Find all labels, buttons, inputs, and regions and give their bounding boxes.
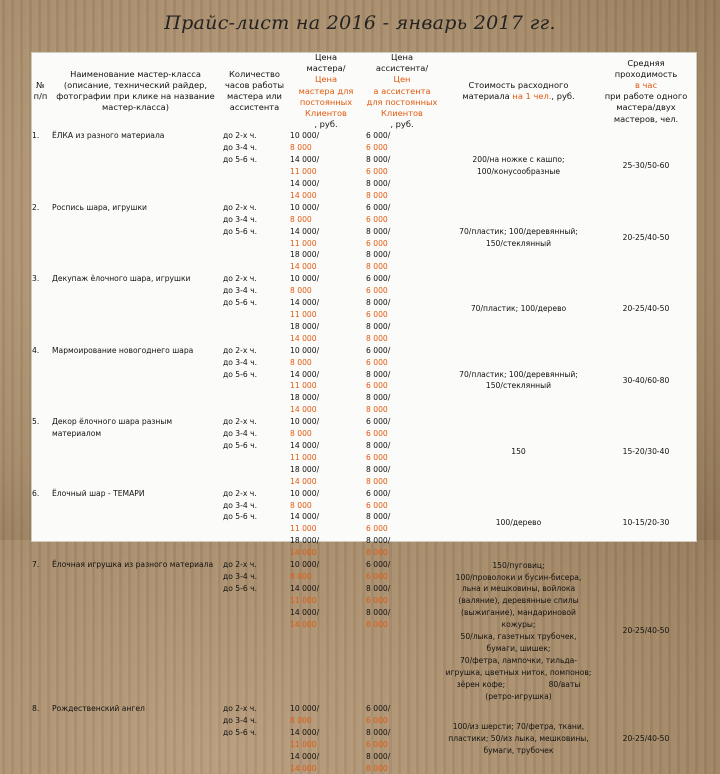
price-line: 18 000/ 14 000 [290, 535, 362, 559]
table-row [31, 416, 695, 487]
price-line: 8 000/ 6 000 [366, 226, 438, 250]
header-price-master [288, 52, 364, 130]
price-line: 10 000/ 8 000 [290, 273, 362, 297]
price-regular: 8 000 [366, 405, 388, 415]
row-avg: 25-30/50-60 [622, 161, 670, 171]
row-materials: 200/на ножке с кашпо; 100/конусообразные [472, 155, 565, 177]
price-regular: 14 000 [290, 619, 317, 629]
price-regular: 11 000 [290, 524, 317, 534]
header-price-assistant [364, 52, 440, 130]
row-materials: 100/дерево [495, 518, 542, 528]
table-row [31, 488, 695, 559]
row-number: 4. [32, 345, 40, 355]
price-regular: 8 000 [290, 286, 312, 296]
row-hours [221, 488, 288, 559]
row-price-master [288, 488, 364, 559]
price-regular: 6 000 [366, 167, 388, 177]
hours-line: до 3-4 ч. [223, 357, 258, 367]
row-price-assistant [364, 202, 440, 273]
price-line: 6 000/ 6 000 [366, 130, 438, 154]
price-line: 6 000/ 6 000 [366, 202, 438, 226]
header-price-line: Клиентов , руб. [366, 108, 438, 130]
table-row [31, 130, 695, 201]
hours-line: до 3-4 ч. [223, 500, 258, 510]
price-line: 10 000/ 8 000 [290, 345, 362, 369]
row-price-assistant [364, 703, 440, 774]
price-regular: 6 000 [366, 524, 388, 534]
row-avg: 20-25/40-50 [622, 626, 670, 636]
header-avg-line: при работе одного [604, 91, 688, 102]
header-row [31, 52, 695, 130]
header-price-line: мастера/ Цена [290, 63, 362, 85]
row-materials: 70/пластик; 100/деревянный; 150/стеклянный [459, 369, 578, 391]
price-line: 14 000/ 14 000 [290, 751, 362, 774]
price-regular: 6 000 [366, 357, 388, 367]
price-regular: 14 000 [290, 405, 317, 415]
price-regular: 6 000 [366, 595, 388, 605]
price-regular: 11 000 [290, 238, 317, 248]
row-price-assistant [364, 559, 440, 703]
row-avg: 15-20/30-40 [622, 446, 670, 456]
row-price-assistant [364, 488, 440, 559]
row-hours [221, 273, 288, 344]
price-regular: 6 000 [366, 286, 388, 296]
row-price-assistant [364, 130, 440, 201]
row-hours [221, 416, 288, 487]
price-line: 14 000/ 11 000 [290, 226, 362, 250]
price-regular: 11 000 [290, 167, 317, 177]
price-regular: 8 000 [366, 763, 388, 773]
header-avg-accent: в час [634, 80, 658, 90]
row-price-assistant [364, 416, 440, 487]
header-num: № п/п [33, 80, 48, 102]
hours-line: до 5-6 ч. [223, 155, 258, 165]
header-price-line: Клиентов , руб. [290, 108, 362, 130]
row-avg: 20-25/40-50 [622, 232, 670, 242]
row-avg: 20-25/40-50 [622, 304, 670, 314]
hours-line: до 5-6 ч. [223, 226, 258, 236]
row-price-master [288, 130, 364, 201]
row-price-master [288, 273, 364, 344]
row-price-master [288, 703, 364, 774]
row-avg: 20-25/40-50 [622, 733, 670, 743]
price-regular: 6 000 [366, 238, 388, 248]
row-number: 3. [32, 274, 40, 284]
row-number: 6. [32, 488, 40, 498]
price-regular: 8 000 [290, 143, 312, 153]
row-price-assistant [364, 345, 440, 416]
hours-line: до 2-х ч. [223, 704, 257, 714]
price-regular: 6 000 [366, 739, 388, 749]
price-line: 6 000/ 6 000 [366, 488, 438, 512]
price-regular: 11 000 [290, 381, 317, 391]
header-avg-line: проходимость в час [599, 69, 693, 91]
row-materials: 70/пластик; 100/деревянный; 150/стеклянный [459, 226, 578, 248]
hours-line: до 2-х ч. [223, 202, 257, 212]
row-hours [221, 559, 288, 703]
row-price-master [288, 416, 364, 487]
price-regular: 11 000 [290, 310, 317, 320]
price-line: 14 000/ 11 000 [290, 154, 362, 178]
row-number: 7. [32, 560, 40, 570]
row-hours [221, 345, 288, 416]
row-materials: 150 [511, 446, 526, 456]
row-name: Ёлочный шар - ТЕМАРИ [52, 488, 145, 498]
row-price-master [288, 559, 364, 703]
price-line: 6 000/ 6 000 [366, 416, 438, 440]
price-regular: 8 000 [290, 571, 312, 581]
row-name: Мармоирование новогоднего шара [52, 345, 194, 355]
row-avg: 10-15/20-30 [622, 518, 670, 528]
price-line: 10 000/ 8 000 [290, 202, 362, 226]
price-regular: 8 000 [290, 357, 312, 367]
price-line: 14 000/ 14 000 [290, 178, 362, 202]
table-row [31, 273, 695, 344]
row-materials: 70/пластик; 100/дерево [470, 304, 567, 314]
price-line: 8 000/ 8 000 [366, 392, 438, 416]
price-regular: 8 000 [366, 476, 388, 486]
row-hours [221, 202, 288, 273]
price-line: 8 000/ 6 000 [366, 727, 438, 751]
price-regular: 14 000 [290, 548, 317, 558]
header-price-line: мастера для [298, 85, 354, 96]
price-line: 14 000/ 11 000 [290, 297, 362, 321]
hours-line: до 5-6 ч. [223, 727, 258, 737]
header-price-accent: Клиентов [305, 108, 347, 119]
title-bar [0, 0, 720, 46]
price-regular: 6 000 [366, 571, 388, 581]
price-regular: 14 000 [290, 262, 317, 272]
price-regular: 6 000 [366, 715, 388, 725]
row-materials: 150/пуговиц; 100/проволоки и бусин-бисера, льна и мешковины, войлока (валяние), деревянные спилы (выжигание), мандариновой кожуры; 50/лыка, газетных трубочек, бумаги, шишек; 70/фетра, лампочки, тильда- игрушка, цветных ниток, помпонов; зёрен кофе; 80/ваты (ретро-игрушка) [445, 560, 592, 701]
price-regular: 8 000 [366, 548, 388, 558]
price-line: 8 000/ 8 000 [366, 751, 438, 774]
row-name: Декупаж ёлочного шара, игрушки [52, 274, 191, 284]
hours-line: до 2-х ч. [223, 560, 257, 570]
header-price-accent: Цен [393, 74, 411, 85]
hours-line: до 2-х ч. [223, 131, 257, 141]
row-price-master [288, 202, 364, 273]
price-regular: 14 000 [290, 763, 317, 773]
hours-line: до 5-6 ч. [223, 512, 258, 522]
price-line: 10 000/ 8 000 [290, 559, 362, 583]
price-regular: 6 000 [366, 500, 388, 510]
row-hours [221, 130, 288, 201]
header-price-line: Цена [390, 52, 414, 62]
header-price-accent: Клиентов [381, 108, 423, 119]
price-line: 18 000/ 14 000 [290, 464, 362, 488]
price-line: 18 000/ 14 000 [290, 392, 362, 416]
price-regular: 6 000 [366, 214, 388, 224]
price-line: 14 000/ 14 000 [290, 607, 362, 631]
header-materials: Стоимость расходного материала на 1 чел., руб. [462, 80, 575, 102]
price-regular: 6 000 [366, 452, 388, 462]
hours-line: до 2-х ч. [223, 345, 257, 355]
header-avg-line: мастера/двух [616, 102, 676, 113]
price-line: 14 000/ 11 000 [290, 511, 362, 535]
price-line: 14 000/ 11 000 [290, 583, 362, 607]
hours-line: до 3-4 ч. [223, 143, 258, 153]
row-name: Декор ёлочного шара разным материалом [52, 417, 173, 439]
price-regular: 11 000 [290, 739, 317, 749]
price-line: 8 000/ 6 000 [366, 440, 438, 464]
hours-line: до 5-6 ч. [223, 583, 258, 593]
price-regular: 8 000 [366, 190, 388, 200]
row-price-assistant [364, 273, 440, 344]
price-regular: 8 000 [290, 715, 312, 725]
row-number: 1. [32, 131, 40, 141]
price-regular: 6 000 [366, 310, 388, 320]
price-line: 6 000/ 6 000 [366, 703, 438, 727]
price-line: 10 000/ 8 000 [290, 416, 362, 440]
price-line: 8 000/ 6 000 [366, 583, 438, 607]
price-regular: 8 000 [290, 500, 312, 510]
hours-line: до 3-4 ч. [223, 214, 258, 224]
hours-line: до 3-4 ч. [223, 429, 258, 439]
price-line: 8 000/ 8 000 [366, 607, 438, 631]
header-name: Наименование мастер-класса (описание, технический райдер, фотографии при клике на название мастер-класса) [56, 68, 215, 113]
price-line: 6 000/ 6 000 [366, 345, 438, 369]
hours-line: до 3-4 ч. [223, 715, 258, 725]
header-avg [597, 52, 695, 130]
hours-line: до 2-х ч. [223, 488, 257, 498]
price-line: 8 000/ 8 000 [366, 321, 438, 345]
header-price-line: а ассистента [373, 85, 431, 96]
price-regular: 14 000 [290, 476, 317, 486]
price-regular: 6 000 [366, 381, 388, 391]
row-number: 5. [32, 417, 40, 427]
row-hours [221, 703, 288, 774]
header-hours: Количество часов работы мастера или ассистента [224, 68, 285, 113]
price-regular: 6 000 [366, 143, 388, 153]
price-line: 8 000/ 6 000 [366, 297, 438, 321]
row-avg: 30-40/60-80 [622, 375, 670, 385]
price-line: 8 000/ 6 000 [366, 154, 438, 178]
price-line: 6 000/ 6 000 [366, 559, 438, 583]
hours-line: до 3-4 ч. [223, 286, 258, 296]
header-price-line: Цена [314, 52, 338, 62]
price-line: 8 000/ 8 000 [366, 464, 438, 488]
price-line: 8 000/ 8 000 [366, 249, 438, 273]
row-name: Рождественский ангел [52, 704, 145, 714]
row-materials: 100/из шерсти; 70/фетра, ткани, пластики; 50/из лыка, мешковины, бумаги, трубочек [448, 721, 589, 755]
row-name: Ёлочная игрушка из разного материала [52, 560, 214, 570]
header-price-line: для постоянных [366, 96, 438, 107]
header-price-line: постоянных [299, 96, 353, 107]
price-regular: 8 000 [366, 619, 388, 629]
header-avg-line: Средняя [627, 57, 665, 68]
price-line: 8 000/ 8 000 [366, 178, 438, 202]
price-regular: 6 000 [366, 429, 388, 439]
price-line: 14 000/ 11 000 [290, 440, 362, 464]
price-line: 10 000/ 8 000 [290, 488, 362, 512]
header-price-line: ассистента/ Цен [366, 63, 438, 85]
price-regular: 8 000 [290, 429, 312, 439]
price-line: 14 000/ 11 000 [290, 369, 362, 393]
row-name: ЁЛКА из разного материала [52, 131, 165, 141]
row-number: 2. [32, 202, 40, 212]
hours-line: до 5-6 ч. [223, 298, 258, 308]
table-row [31, 559, 695, 703]
price-regular: 8 000 [366, 333, 388, 343]
price-line: 18 000/ 14 000 [290, 249, 362, 273]
table-row [31, 703, 695, 774]
hours-line: до 2-х ч. [223, 274, 257, 284]
hours-line: до 2-х ч. [223, 417, 257, 427]
price-regular: 11 000 [290, 452, 317, 462]
header-avg-line: мастеров, чел. [613, 113, 679, 124]
price-regular: 8 000 [366, 262, 388, 272]
table-row [31, 202, 695, 273]
price-line: 10 000/ 8 000 [290, 703, 362, 727]
hours-line: до 5-6 ч. [223, 369, 258, 379]
price-regular: 14 000 [290, 190, 317, 200]
header-price-accent: Цена [314, 74, 338, 85]
row-name: Роспись шара, игрушки [52, 202, 147, 212]
price-line: 18 000/ 14 000 [290, 321, 362, 345]
row-number: 8. [32, 704, 40, 714]
row-price-master [288, 345, 364, 416]
price-regular: 8 000 [290, 214, 312, 224]
price-line: 8 000/ 6 000 [366, 369, 438, 393]
price-line: 6 000/ 6 000 [366, 273, 438, 297]
price-line: 8 000/ 8 000 [366, 535, 438, 559]
price-line: 14 000/ 11 000 [290, 727, 362, 751]
price-regular: 14 000 [290, 333, 317, 343]
page-title: Прайс-лист на 2016 - январь 2017 гг. [164, 12, 556, 34]
hours-line: до 5-6 ч. [223, 440, 258, 450]
table-row [31, 345, 695, 416]
price-regular: 11 000 [290, 595, 317, 605]
price-table [31, 52, 695, 774]
hours-line: до 3-4 ч. [223, 571, 258, 581]
price-line: 10 000/ 8 000 [290, 130, 362, 154]
price-line: 8 000/ 6 000 [366, 511, 438, 535]
